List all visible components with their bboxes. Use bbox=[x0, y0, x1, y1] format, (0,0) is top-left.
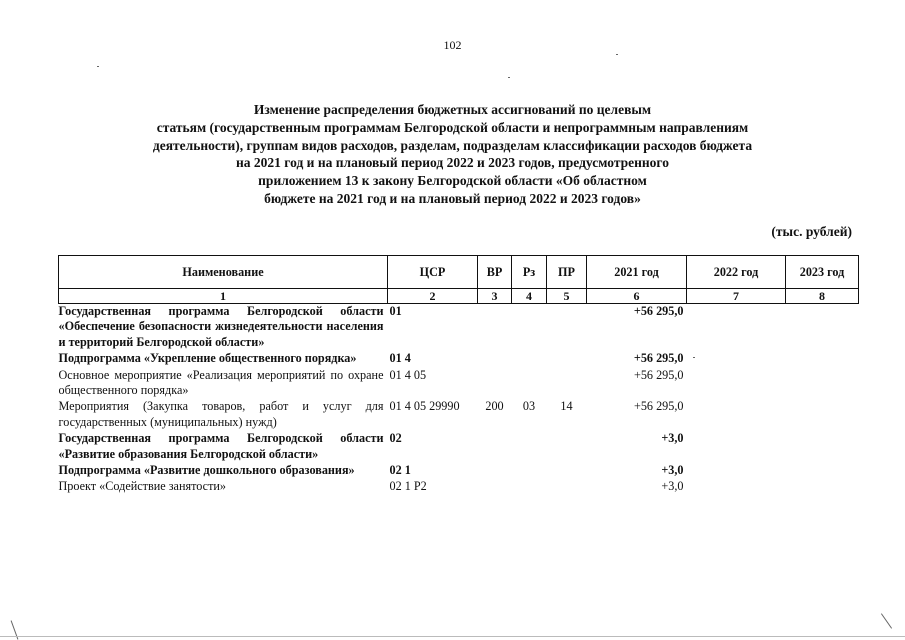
table-header-row bbox=[59, 256, 859, 289]
row-name-cell: Подпрограмма «Укрепление общественного порядка» bbox=[58, 351, 357, 366]
row-pr-cell bbox=[547, 431, 587, 463]
column-number: 8 bbox=[786, 289, 859, 304]
row-2022-cell bbox=[687, 399, 786, 431]
row-2022-cell bbox=[687, 463, 786, 479]
scan-artifact bbox=[508, 77, 510, 78]
units-label: (тыс. рублей) bbox=[771, 224, 852, 239]
title-line: приложением 13 к закону Белгородской области «Об областном bbox=[258, 173, 647, 189]
row-name-cell: Государственная программа Белгородской области «Обеспечение безопасности жизнедеятельности населения и территорий Белгородской области» bbox=[58, 304, 384, 349]
header-csr: ЦСР bbox=[388, 256, 478, 289]
column-number: 2 bbox=[388, 289, 478, 304]
row-rz-cell bbox=[512, 431, 547, 463]
row-name-cell: Проект «Содействие занятости» bbox=[58, 479, 227, 494]
table-row bbox=[59, 479, 859, 495]
header-2022: 2022 год bbox=[687, 256, 786, 289]
row-vr-cell bbox=[478, 431, 512, 463]
row-2022-cell bbox=[687, 351, 786, 367]
row-csr-cell: 01 bbox=[389, 304, 402, 318]
row-name-cell: Основное мероприятие «Реализация мероприятий по охране общественного порядка» bbox=[58, 367, 384, 398]
title-line: Изменение распределения бюджетных ассигнований по целевым bbox=[253, 102, 652, 117]
row-2022-cell bbox=[687, 479, 786, 495]
header-vr: ВР bbox=[478, 256, 512, 289]
row-vr-cell bbox=[478, 479, 512, 495]
table-row bbox=[59, 399, 859, 431]
row-2021-cell: +3,0 bbox=[661, 431, 684, 446]
row-pr-cell bbox=[547, 304, 587, 352]
row-rz-cell bbox=[512, 304, 547, 352]
title-line: на 2021 год и на плановый период 2022 и 2023 годов, предусмотренного bbox=[236, 155, 669, 171]
row-csr-cell: 01 4 05 bbox=[389, 367, 427, 382]
scan-artifact bbox=[616, 54, 618, 55]
row-csr-cell: 02 1 bbox=[389, 463, 411, 478]
header-2021: 2021 год bbox=[587, 256, 687, 289]
row-vr-cell bbox=[478, 463, 512, 479]
row-rz-cell bbox=[512, 463, 547, 479]
row-csr-cell: 02 1 P2 bbox=[389, 479, 427, 494]
column-number: 4 bbox=[512, 289, 547, 304]
table-row bbox=[59, 431, 859, 463]
row-rz-cell bbox=[512, 368, 547, 400]
row-2022-cell bbox=[687, 368, 786, 400]
title-line: бюджете на 2021 год и на плановый период 2022 и 2023 годов» bbox=[264, 190, 641, 206]
row-vr-cell bbox=[478, 351, 512, 367]
row-2023-cell bbox=[786, 431, 859, 463]
title-line: статьям (государственным программам Белгородской области и непрограммным направлениям bbox=[156, 119, 749, 135]
row-name-cell: Мероприятия (Закупка товаров, работ и услуг для государственных (муниципальных) нужд) bbox=[58, 399, 384, 429]
row-pr-cell: 14 bbox=[560, 399, 573, 414]
row-pr-cell bbox=[547, 463, 587, 479]
row-name-cell: Подпрограмма «Развитие дошкольного образования» bbox=[58, 463, 355, 478]
row-csr-cell: 01 4 bbox=[389, 351, 411, 366]
scan-artifact bbox=[97, 66, 99, 67]
column-number-row bbox=[59, 289, 859, 304]
row-2023-cell bbox=[786, 399, 859, 431]
row-vr-cell bbox=[478, 368, 512, 400]
row-2021-cell: +56 295,0 bbox=[633, 351, 684, 366]
row-2023-cell bbox=[786, 479, 859, 495]
row-2022-cell bbox=[687, 304, 786, 352]
row-2023-cell bbox=[786, 304, 859, 352]
column-number: 7 bbox=[687, 289, 786, 304]
row-2021-cell: +56 295,0 bbox=[633, 399, 684, 414]
row-csr-cell: 02 bbox=[389, 431, 402, 446]
header-rz: Рз bbox=[512, 256, 547, 289]
document-title bbox=[40, 101, 865, 208]
row-2021-cell: +3,0 bbox=[661, 479, 684, 494]
row-2023-cell bbox=[786, 368, 859, 400]
row-rz-cell bbox=[512, 479, 547, 495]
row-vr-cell bbox=[478, 304, 512, 352]
row-pr-cell bbox=[547, 368, 587, 400]
scan-artifact bbox=[0, 636, 905, 637]
page-number: 102 bbox=[443, 38, 462, 52]
header-pr: ПР bbox=[547, 256, 587, 289]
table-row bbox=[59, 463, 859, 479]
scan-artifact bbox=[693, 357, 695, 358]
row-rz-cell: 03 bbox=[522, 399, 536, 414]
row-name-cell: Государственная программа Белгородской области «Развитие образования Белгородской области» bbox=[58, 431, 384, 461]
row-rz-cell bbox=[512, 351, 547, 367]
title-line: деятельности), группам видов расходов, разделам, подразделам классификации расходов бюджета bbox=[152, 137, 753, 153]
row-pr-cell bbox=[547, 351, 587, 367]
column-number: 3 bbox=[478, 289, 512, 304]
column-number: 6 bbox=[587, 289, 687, 304]
header-2023: 2023 год bbox=[786, 256, 859, 289]
row-pr-cell bbox=[547, 479, 587, 495]
row-2023-cell bbox=[786, 463, 859, 479]
header-name: Наименование bbox=[59, 256, 388, 289]
row-2021-cell: +3,0 bbox=[661, 463, 684, 478]
scan-artifact bbox=[881, 613, 892, 628]
row-2021-cell: +56 295,0 bbox=[633, 367, 684, 382]
row-csr-cell: 01 4 05 29990 bbox=[389, 399, 460, 414]
table-row bbox=[59, 351, 859, 367]
table-row bbox=[59, 368, 859, 400]
row-vr-cell: 200 bbox=[485, 399, 504, 414]
row-2022-cell bbox=[687, 431, 786, 463]
column-number: 1 bbox=[59, 289, 388, 304]
row-2023-cell bbox=[786, 351, 859, 367]
column-number: 5 bbox=[547, 289, 587, 304]
table-row bbox=[59, 304, 859, 352]
budget-table bbox=[58, 255, 859, 496]
row-2021-cell: +56 295,0 bbox=[633, 304, 684, 318]
table-body bbox=[59, 304, 859, 496]
